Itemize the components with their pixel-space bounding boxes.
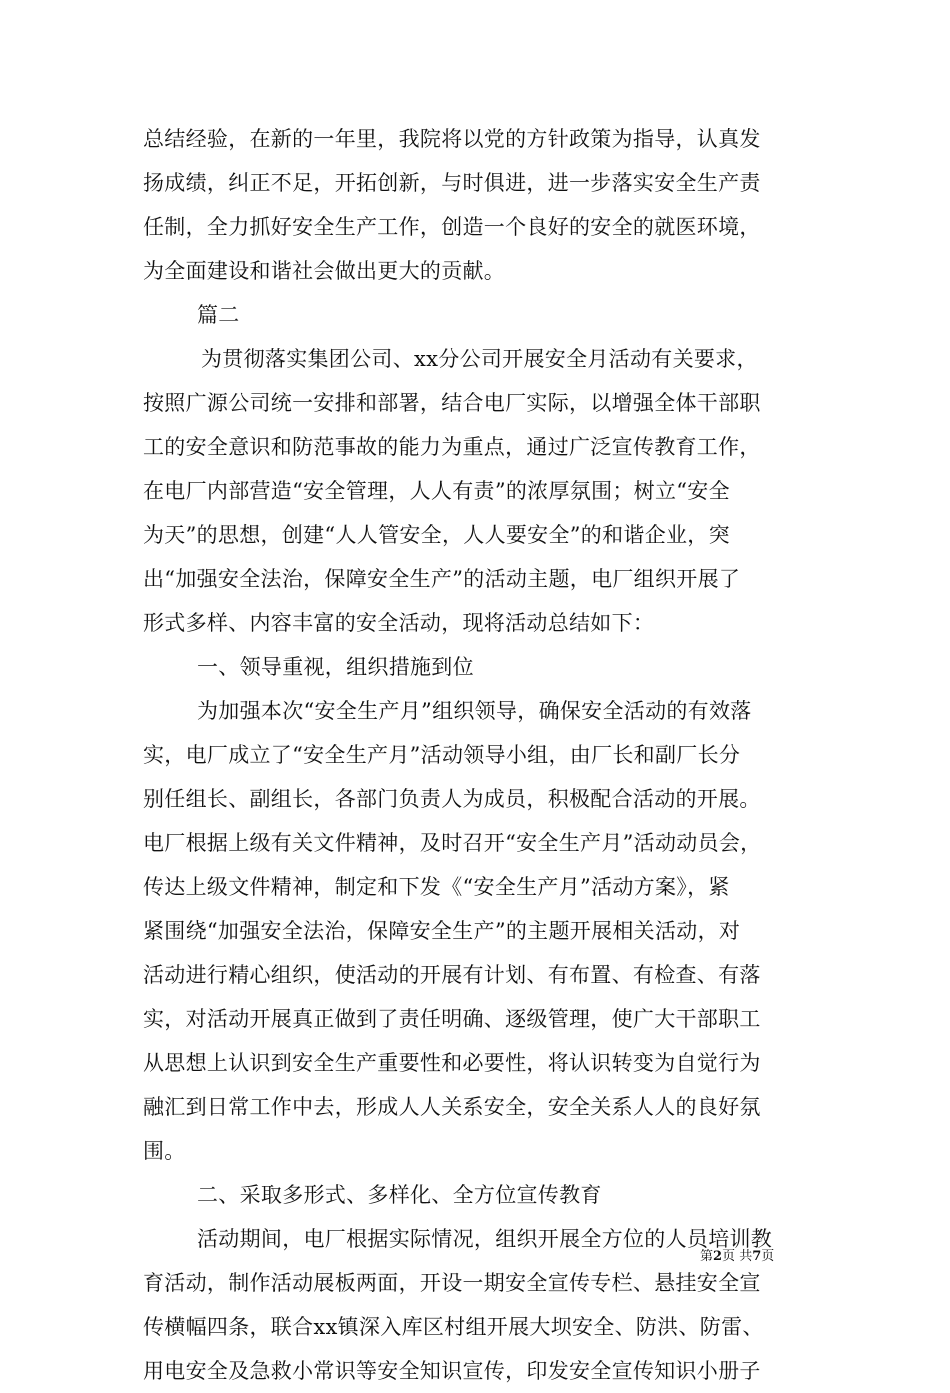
section-heading: 篇二 [197,303,240,327]
text-line: 总结经验，在新的一年里，我院将以党的方针政策为指导，认真发 [143,127,761,151]
footer-prefix: 第 [700,1249,714,1264]
text-line: 紧围绕“加强安全法治，保障安全生产”的主题开展相关活动，对 [143,919,741,943]
text-line: 围。 [143,1139,186,1163]
text-line: 形式多样、内容丰富的安全活动，现将活动总结如下： [143,611,655,635]
paragraph-first-line: 为加强本次“安全生产月”组织领导，确保安全活动的有效落 [197,699,752,723]
text-line: 为全面建设和谐社会做出更大的贡献。 [143,259,506,283]
text-line: 扬成绩，纠正不足，开拓创新，与时俱进，进一步落实安全生产责 [143,171,761,195]
total-pages-number: 7 [752,1249,762,1264]
text-line: 别任组长、副组长，各部门负责人为成员，积极配合活动的开展。 [143,787,761,811]
text-line: 实，电厂成立了“安全生产月”活动领导小组，由厂长和副厂长分 [143,743,741,767]
text-line: 融汇到日常工作中去，形成人人关系安全，安全关系人人的良好氛 [143,1095,761,1119]
text-line: 为天”的思想，创建“人人管安全，人人要安全”的和谐企业，突 [143,523,730,547]
text-line: 实，对活动开展真正做到了责任明确、逐级管理，使广大干部职工 [143,1007,761,1031]
paragraph-first-line: 活动期间，电厂根据实际情况，组织开展全方位的人员培训教 [197,1227,773,1251]
text-line: 育活动，制作活动展板两面，开设一期安全宣传专栏、悬挂安全宣 [143,1271,761,1295]
text-line: 任制，全力抓好安全生产工作，创造一个良好的安全的就医环境， [143,215,761,239]
text-line: 传横幅四条，联合xx镇深入库区村组开展大坝安全、防洪、防雷、 [143,1315,764,1339]
page-footer [700,1248,774,1266]
text-line: 从思想上认识到安全生产重要性和必要性，将认识转变为自觉行为 [143,1051,761,1075]
text-line: 电厂根据上级有关文件精神，及时召开“安全生产月”活动动员会， [143,831,762,855]
text-line: 出“加强安全法治，保障安全生产”的活动主题，电厂组织开展了 [143,567,741,591]
current-page-number: 2 [713,1249,723,1264]
section-heading: 一、领导重视，组织措施到位 [197,655,474,679]
text-line: 按照广源公司统一安排和部署，结合电厂实际，以增强全体干部职 [143,391,761,415]
text-line: 在电厂内部营造“安全管理，人人有责”的浓厚氛围；树立“安全 [143,479,730,503]
document-body [143,117,813,1393]
text-line: 传达上级文件精神，制定和下发《“安全生产月”活动方案》，紧 [143,875,730,899]
text-line: 工的安全意识和防范事故的能力为重点，通过广泛宣传教育工作， [143,435,761,459]
section-heading: 二、采取多形式、多样化、全方位宣传教育 [197,1183,602,1207]
footer-middle: 页 共 [722,1249,753,1264]
paragraph-first-line: 为贯彻落实集团公司、xx分公司开展安全月活动有关要求， [201,347,758,371]
footer-suffix: 页 [761,1249,775,1264]
text-line: 用电安全及急救小常识等安全知识宣传，印发安全宣传知识小册子 [143,1359,761,1383]
text-line: 活动进行精心组织，使活动的开展有计划、有布置、有检查、有落 [143,963,761,987]
